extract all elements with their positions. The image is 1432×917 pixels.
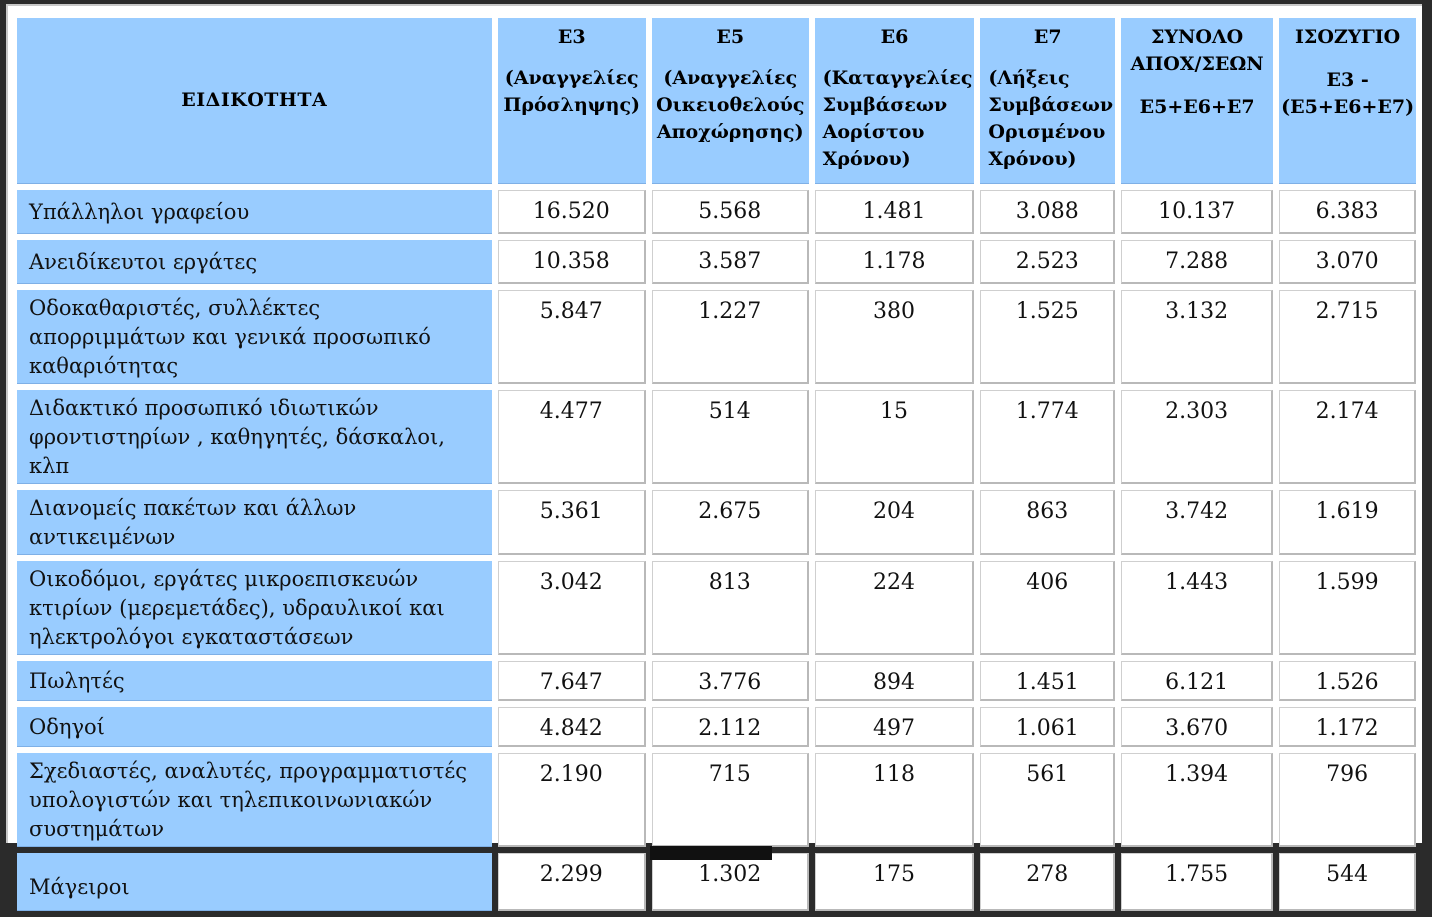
row-label: Οδηγοί	[17, 707, 492, 747]
header-e3-desc: (Αναγγελίες Πρόσληψης)	[503, 67, 641, 116]
cell-e7: 1.061	[980, 707, 1115, 747]
header-e7-code: Ε7	[1033, 26, 1062, 48]
table-row	[17, 290, 1416, 384]
header-e5-code: Ε5	[716, 26, 745, 48]
taskbar-fragment	[650, 846, 772, 860]
table-row	[17, 853, 1416, 911]
cell-e5: 3.776	[652, 661, 809, 701]
table-row	[17, 707, 1416, 747]
header-row	[17, 18, 1416, 184]
row-label: Σχεδιαστές, αναλυτές, προγραμματιστές υπολογιστών και τηλεπικοινωνιακών συστημάτων	[17, 753, 492, 847]
cell-e6: 175	[815, 853, 975, 911]
table-row	[17, 561, 1416, 655]
cell-e6: 118	[815, 753, 975, 847]
cell-e3: 7.647	[498, 661, 646, 701]
cell-total-exits: 3.742	[1121, 490, 1273, 555]
header-e3-code: Ε3	[557, 26, 586, 48]
cell-balance: 1.526	[1279, 661, 1416, 701]
header-specialty: ΕΙΔΙΚΟΤΗΤΑ	[17, 18, 492, 184]
cell-total-exits: 1.755	[1121, 853, 1273, 911]
cell-e6: 15	[815, 390, 975, 484]
cell-e5: 715	[652, 753, 809, 847]
cell-e3: 5.361	[498, 490, 646, 555]
cell-e5: 5.568	[652, 190, 809, 234]
cell-balance: 2.174	[1279, 390, 1416, 484]
cell-e7: 278	[980, 853, 1115, 911]
cell-e6: 1.481	[815, 190, 975, 234]
row-label: Ανειδίκευτοι εργάτες	[17, 240, 492, 284]
cell-e6: 380	[815, 290, 975, 384]
header-balance	[1279, 18, 1416, 184]
row-label: Υπάλληλοι γραφείου	[17, 190, 492, 234]
cell-total-exits: 6.121	[1121, 661, 1273, 701]
cell-e7: 406	[980, 561, 1115, 655]
cell-balance: 2.715	[1279, 290, 1416, 384]
cell-balance: 1.172	[1279, 707, 1416, 747]
cell-e5: 813	[652, 561, 809, 655]
table-row	[17, 190, 1416, 234]
cell-e6: 894	[815, 661, 975, 701]
row-label: Διδακτικό προσωπικό ιδιωτικών φροντιστηρίων , καθηγητές, δάσκαλοι, κλπ	[17, 390, 492, 484]
cell-e3: 16.520	[498, 190, 646, 234]
header-balance-formula: Ε3 - (Ε5+Ε6+Ε7)	[1281, 69, 1415, 118]
header-e3	[498, 18, 646, 184]
cell-e6: 204	[815, 490, 975, 555]
cell-e7: 863	[980, 490, 1115, 555]
cell-e6: 1.178	[815, 240, 975, 284]
cell-e7: 3.088	[980, 190, 1115, 234]
header-e5-desc: (Αναγγελίες Οικειοθελούς Αποχώρησης)	[656, 67, 805, 143]
header-total-exits	[1121, 18, 1273, 184]
table-row	[17, 240, 1416, 284]
header-total-exits-title: ΣΥΝΟΛΟ ΑΠΟΧ/ΣΕΩΝ	[1130, 26, 1264, 75]
cell-e3: 2.299	[498, 853, 646, 911]
document-page	[6, 4, 1422, 899]
cell-balance: 1.619	[1279, 490, 1416, 555]
cell-balance: 1.599	[1279, 561, 1416, 655]
header-total-exits-formula: Ε5+Ε6+Ε7	[1139, 96, 1255, 118]
cell-e7: 1.451	[980, 661, 1115, 701]
cell-total-exits: 7.288	[1121, 240, 1273, 284]
header-e6-code: Ε6	[880, 26, 909, 48]
cell-e3: 3.042	[498, 561, 646, 655]
cell-balance: 796	[1279, 753, 1416, 847]
table-row	[17, 661, 1416, 701]
table-row	[17, 390, 1416, 484]
cell-e5: 2.112	[652, 707, 809, 747]
table-row	[17, 753, 1416, 847]
row-label: Οικοδόμοι, εργάτες μικροεπισκευών κτιρίων (μερεμετάδες), υδραυλικοί και ηλεκτρολόγοι εγκαταστάσεων	[17, 561, 492, 655]
cell-e3: 4.842	[498, 707, 646, 747]
header-e6-desc: (Καταγγελίες Συμβάσεων Αορίστου Χρόνου)	[822, 67, 973, 170]
cell-total-exits: 3.670	[1121, 707, 1273, 747]
header-e5	[652, 18, 809, 184]
cell-e3: 10.358	[498, 240, 646, 284]
cell-balance: 3.070	[1279, 240, 1416, 284]
row-label: Πωλητές	[17, 661, 492, 701]
header-balance-title: ΙΣΟΖΥΓΙΟ	[1295, 26, 1401, 48]
row-label: Διανομείς πακέτων και άλλων αντικειμένων	[17, 490, 492, 555]
header-e7	[980, 18, 1115, 184]
row-label: Οδοκαθαριστές, συλλέκτες απορριμμάτων και γενικά προσωπικό καθαριότητας	[17, 290, 492, 384]
cell-e5: 514	[652, 390, 809, 484]
cell-e6: 497	[815, 707, 975, 747]
table-row	[17, 490, 1416, 555]
cell-e5: 1.227	[652, 290, 809, 384]
header-e7-desc: (Λήξεις Συμβάσεων Ορισμένου Χρόνου)	[988, 67, 1114, 170]
row-label: Μάγειροι	[17, 853, 492, 911]
cell-e7: 1.525	[980, 290, 1115, 384]
cell-e3: 2.190	[498, 753, 646, 847]
specialty-flows-table	[11, 12, 1422, 917]
cell-e3: 4.477	[498, 390, 646, 484]
cell-e3: 5.847	[498, 290, 646, 384]
cell-e5: 2.675	[652, 490, 809, 555]
cell-e7: 561	[980, 753, 1115, 847]
header-e6	[815, 18, 975, 184]
cell-balance: 6.383	[1279, 190, 1416, 234]
cell-balance: 544	[1279, 853, 1416, 911]
cell-total-exits: 10.137	[1121, 190, 1273, 234]
cell-e5: 1.302	[652, 853, 809, 911]
cell-e7: 1.774	[980, 390, 1115, 484]
cell-total-exits: 1.394	[1121, 753, 1273, 847]
cell-e5: 3.587	[652, 240, 809, 284]
cell-total-exits: 3.132	[1121, 290, 1273, 384]
cell-e6: 224	[815, 561, 975, 655]
cell-total-exits: 1.443	[1121, 561, 1273, 655]
cell-total-exits: 2.303	[1121, 390, 1273, 484]
cell-e7: 2.523	[980, 240, 1115, 284]
